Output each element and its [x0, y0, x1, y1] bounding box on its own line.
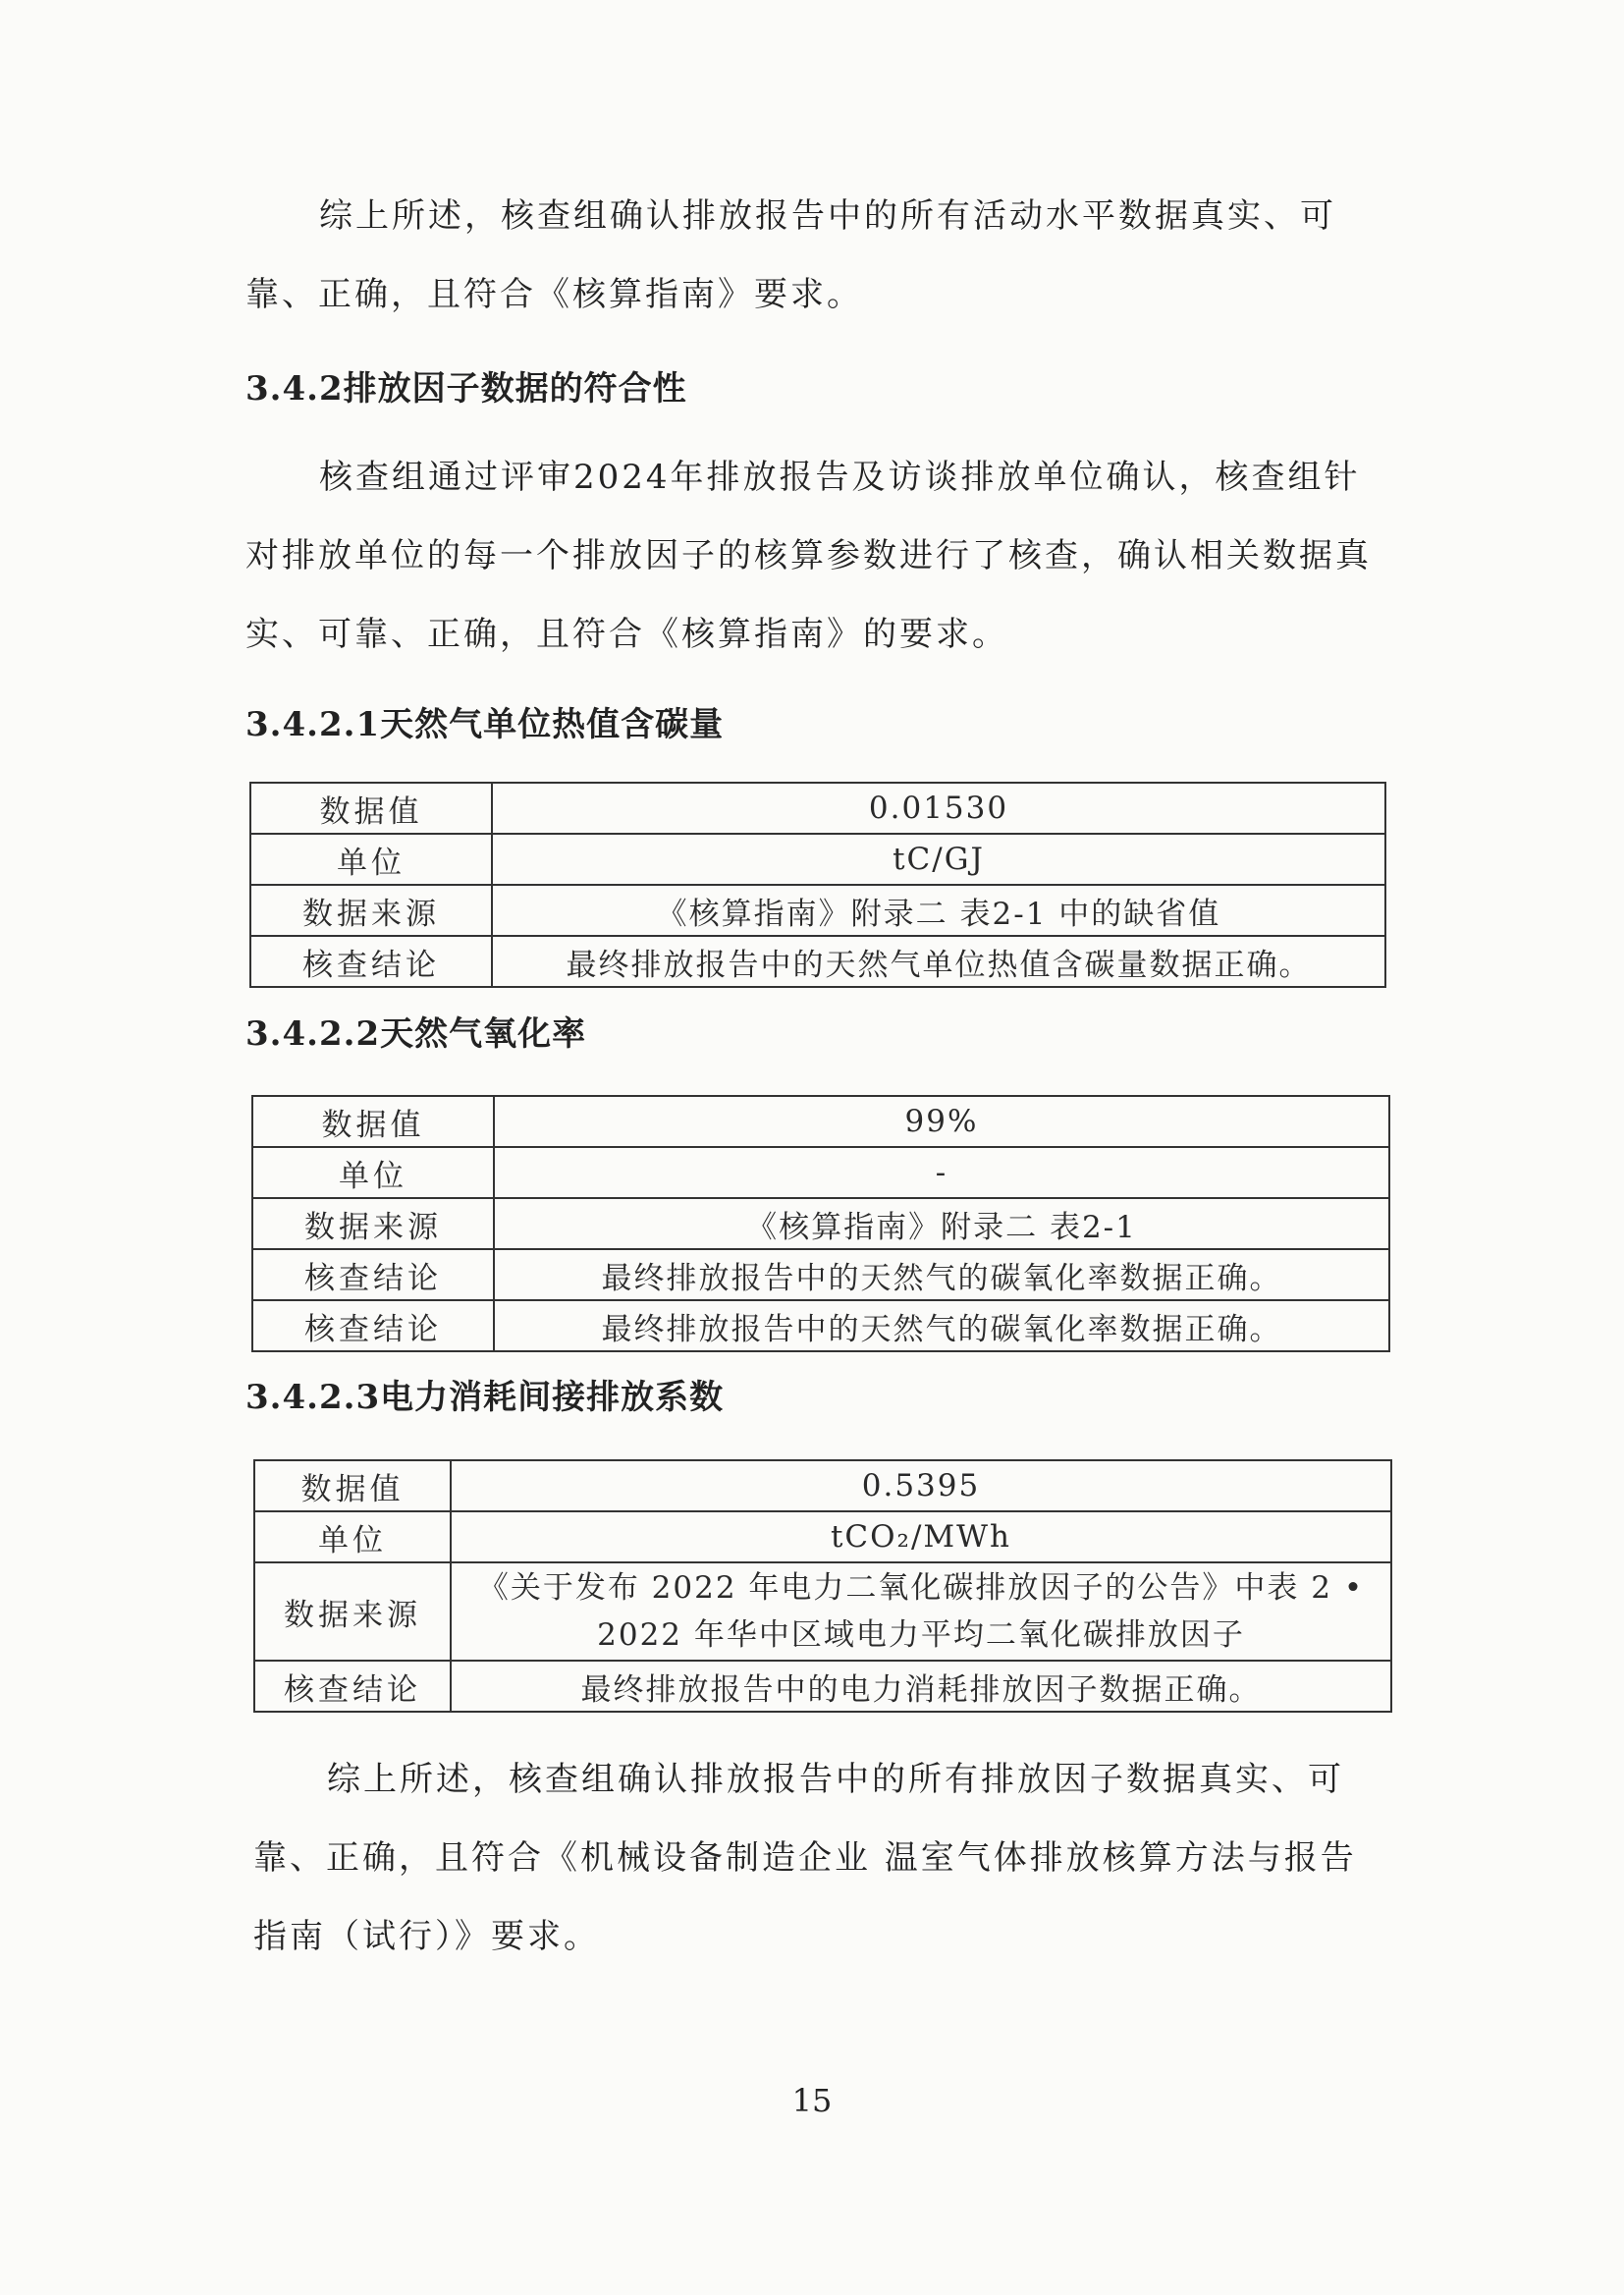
section-heading-3-4-2-1: 3.4.2.1天然气单位热值含碳量	[245, 705, 725, 744]
table-row	[254, 1562, 1391, 1661]
row-value: 《核算指南》附录二 表2-1 中的缺省值	[492, 885, 1385, 936]
natural-gas-oxidation-rate-table	[251, 1095, 1390, 1352]
table-row	[254, 1511, 1391, 1562]
section-heading-3-4-2-2: 3.4.2.2天然气氧化率	[245, 1014, 587, 1054]
row-value: tC/GJ	[492, 834, 1385, 885]
row-value: 最终排放报告中的天然气的碳氧化率数据正确。	[494, 1300, 1389, 1351]
row-label: 单位	[254, 1511, 451, 1562]
table-row	[254, 1460, 1391, 1511]
row-label: 核查结论	[254, 1661, 451, 1712]
row-value: 0.01530	[492, 783, 1385, 834]
table-row	[250, 783, 1385, 834]
row-value: 最终排放报告中的电力消耗排放因子数据正确。	[451, 1661, 1391, 1712]
row-label: 单位	[250, 834, 492, 885]
row-value: 《关于发布 2022 年电力二氧化碳排放因子的公告》中表 2 • 2022 年华中区域电力平均二氧化碳排放因子	[451, 1562, 1391, 1661]
row-value: 最终排放报告中的天然气单位热值含碳量数据正确。	[492, 936, 1385, 987]
table-row	[254, 1661, 1391, 1712]
table-row	[250, 936, 1385, 987]
table-row	[252, 1096, 1389, 1147]
section-heading-3-4-2-3: 3.4.2.3电力消耗间接排放系数	[245, 1378, 725, 1417]
intro-paragraph-emission-factors: 核查组通过评审2024年排放报告及访谈排放单位确认，核查组针对排放单位的每一个排放因子的核算参数进行了核查，确认相关数据真实、可靠、正确，且符合《核算指南》的要求。	[245, 458, 1372, 654]
row-label: 数据来源	[252, 1198, 494, 1249]
row-label: 核查结论	[250, 936, 492, 987]
row-label: 核查结论	[252, 1300, 494, 1351]
row-value: 最终排放报告中的天然气的碳氧化率数据正确。	[494, 1249, 1389, 1300]
row-label: 数据值	[250, 783, 492, 834]
row-label: 数据来源	[254, 1562, 451, 1661]
table-row	[252, 1147, 1389, 1198]
table-row	[250, 885, 1385, 936]
summary-paragraph-activity: 综上所述，核查组确认排放报告中的所有活动水平数据真实、可靠、正确，且符合《核算指南》要求。	[245, 196, 1336, 314]
row-value: -	[494, 1147, 1389, 1198]
row-label: 单位	[252, 1147, 494, 1198]
table-row	[250, 834, 1385, 885]
electricity-emission-factor-table	[253, 1459, 1392, 1713]
table-row	[252, 1198, 1389, 1249]
row-value: 99%	[494, 1096, 1389, 1147]
row-label: 核查结论	[252, 1249, 494, 1300]
section-heading-3-4-2: 3.4.2排放因子数据的符合性	[245, 369, 687, 409]
row-value: 0.5395	[451, 1460, 1391, 1511]
row-label: 数据值	[252, 1096, 494, 1147]
row-label: 数据来源	[250, 885, 492, 936]
natural-gas-carbon-content-table	[249, 782, 1386, 988]
table-row	[252, 1300, 1389, 1351]
row-label: 数据值	[254, 1460, 451, 1511]
row-value: tCO₂/MWh	[451, 1511, 1391, 1562]
row-value: 《核算指南》附录二 表2-1	[494, 1198, 1389, 1249]
table-row	[252, 1249, 1389, 1300]
summary-paragraph-emission-factors: 综上所述，核查组确认排放报告中的所有排放因子数据真实、可靠、正确，且符合《机械设备制造企业 温室气体排放核算方法与报告指南（试行）》要求。	[253, 1760, 1357, 1956]
page-number: 15	[791, 2082, 833, 2119]
